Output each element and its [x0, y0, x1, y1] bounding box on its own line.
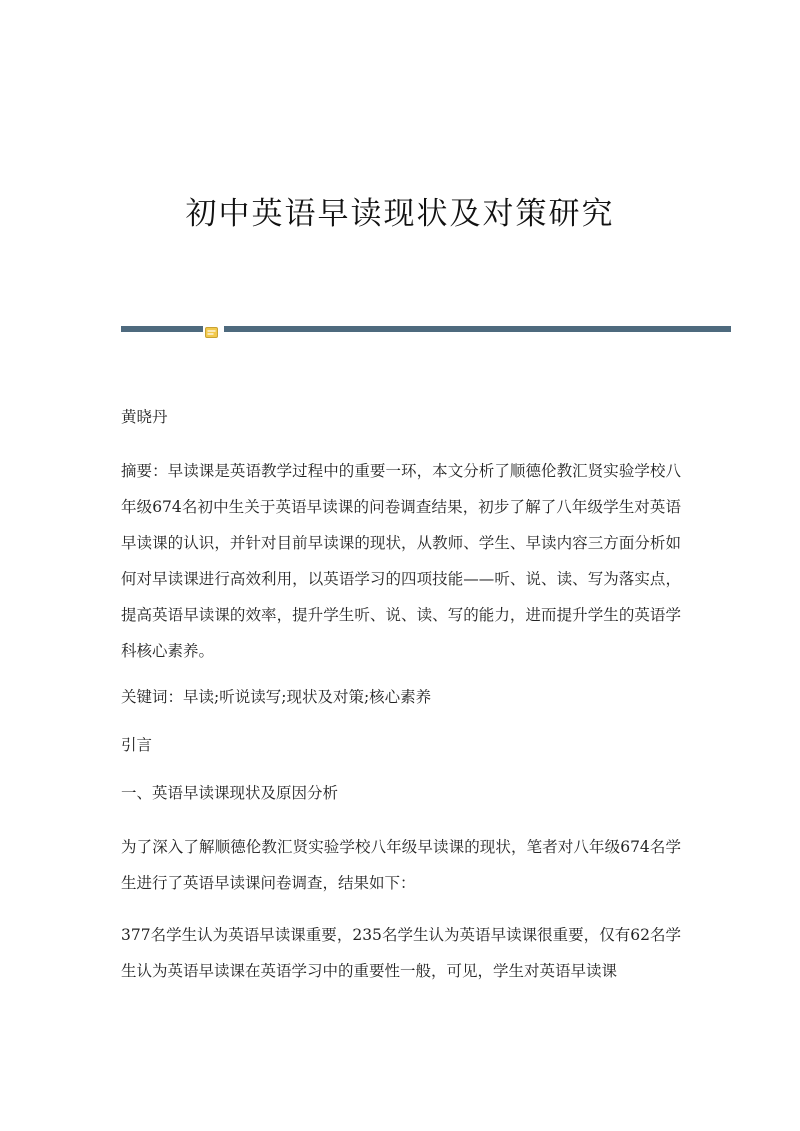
body-paragraph: 为了深入了解顺德伦教汇贤实验学校八年级早读课的现状，笔者对八年级674名学生进行了英语早读课问卷调查，结果如下： [121, 838, 681, 892]
section-heading: 一、英语早读课现状及原因分析 [121, 784, 339, 802]
title-rule-right [224, 326, 731, 332]
abstract-paragraph: 摘要：早读课是英语教学过程中的重要一环，本文分析了顺德伦教汇贤实验学校八年级674名初中生关于英语早读课的问卷调查结果，初步了解了八年级学生对英语早读课的认识，并针对目前早读课的现状，从教师、学生、早读内容三方面分析如何对早读课进行高效利用，以英语学习的四项技能——听、说、读、写为落实点，提高英语早读课的效率，提升学生听、说、读、写的能力，进而提升学生的英语学科核心素养。 [121, 462, 681, 660]
body-paragraph: 377名学生认为英语早读课重要，235名学生认为英语早读课很重要，仅有62名学生认为英语早读课在英语学习中的重要性一般，可见，学生对英语早读课 [121, 926, 681, 980]
author-name: 黄晓丹 [121, 408, 168, 426]
document-title: 初中英语早读现状及对策研究 [185, 196, 615, 232]
title-rule-left [121, 326, 203, 332]
document-icon [205, 323, 218, 334]
keywords-line: 关键词：早读;听说读写;现状及对策;核心素养 [121, 688, 432, 706]
intro-heading: 引言 [121, 736, 153, 754]
document-body [121, 405, 681, 1005]
